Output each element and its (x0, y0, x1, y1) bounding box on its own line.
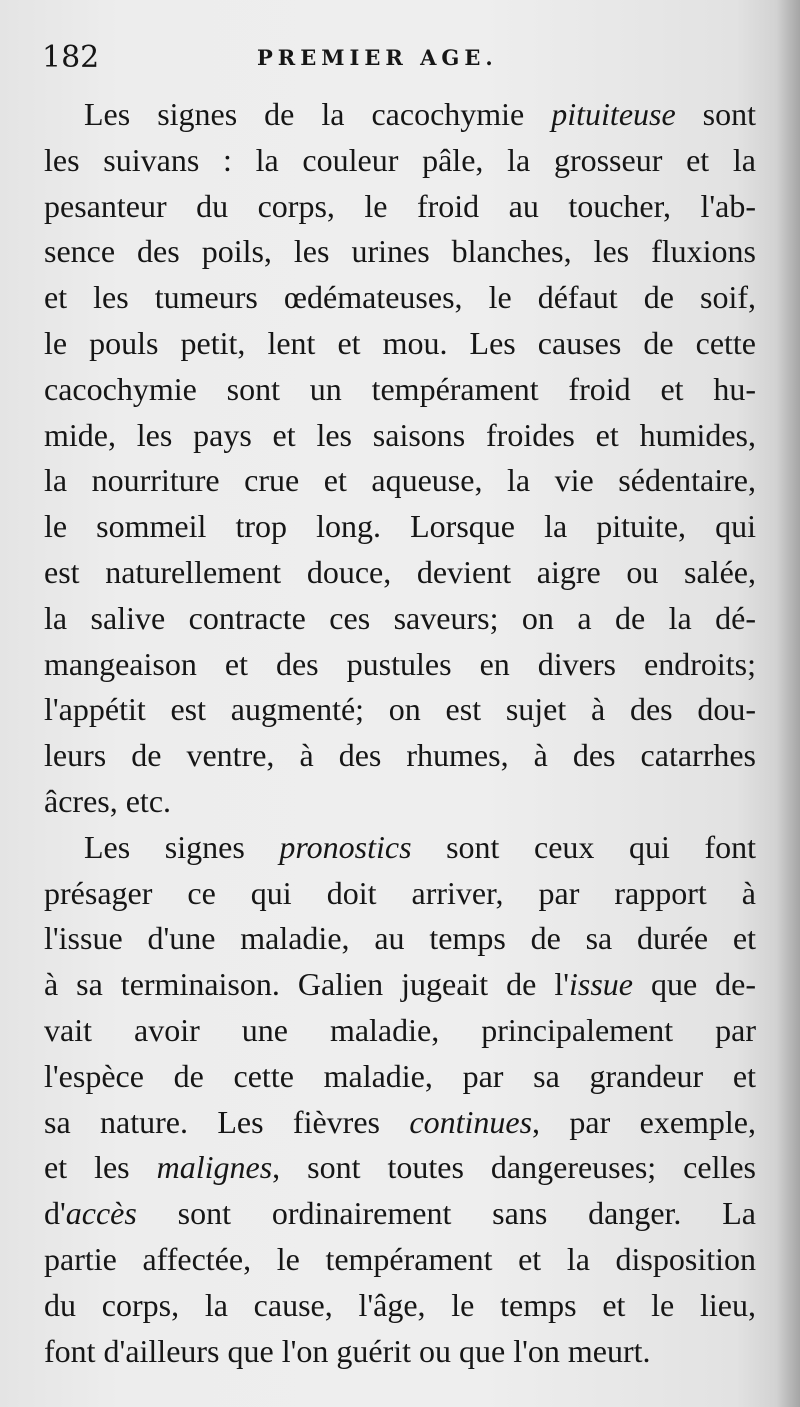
italic-term: continues (409, 1103, 533, 1140)
text-run: que de- (633, 966, 756, 1003)
page-edge-shadow (776, 0, 800, 1407)
italic-term: accès (65, 1195, 137, 1232)
text-run: âcres, etc. (44, 782, 172, 819)
text-line (44, 1191, 756, 1237)
text-line (44, 1329, 756, 1375)
text-run: d' (44, 1195, 66, 1232)
text-run: la salive contracte ces saveurs; on a de la dé- (44, 599, 756, 636)
italic-term: pronostics (279, 828, 412, 865)
paragraph-1 (44, 92, 756, 825)
text-line (44, 321, 756, 367)
text-line (44, 687, 756, 733)
text-line (44, 184, 756, 230)
running-title: PREMIER AGE. (257, 45, 498, 70)
text-run: le pouls petit, lent et mou. Les causes de cette (44, 324, 756, 361)
text-run: vait avoir une maladie, principalement par (44, 1011, 756, 1048)
text-run: à sa terminaison. Galien jugeait de l' (44, 966, 569, 1003)
text-line (44, 962, 756, 1008)
text-run: est naturellement douce, devient aigre ou salée, (44, 553, 756, 590)
text-line (44, 596, 756, 642)
text-run: sont ordinairement sans danger. La (136, 1195, 756, 1232)
text-line (44, 779, 756, 825)
text-line (44, 275, 756, 321)
text-line (44, 1145, 756, 1191)
text-run: sence des poils, les urines blanches, les fluxions (44, 233, 756, 270)
text-line (44, 825, 756, 871)
text-line (44, 229, 756, 275)
text-line (44, 458, 756, 504)
text-run: mangeaison et des pustules en divers endroits; (44, 645, 756, 682)
text-run: Les signes de la cacochymie (84, 96, 552, 132)
text-run: font d'ailleurs que l'on guérit ou que l'on meurt. (44, 1332, 651, 1369)
text-line (44, 871, 756, 917)
text-run: pesanteur du corps, le froid au toucher, l'ab- (44, 187, 756, 224)
text-run: présager ce qui doit arriver, par rapport à (44, 874, 756, 911)
text-line (44, 642, 756, 688)
text-run: cacochymie sont un tempérament froid et hu- (44, 370, 756, 407)
text-run: les suivans : la couleur pâle, la grosseur et la (44, 141, 756, 178)
text-run: le sommeil trop long. Lorsque la pituite, qui (44, 508, 756, 545)
text-line (44, 733, 756, 779)
text-line (44, 504, 756, 550)
text-run: , sont toutes dangereuses; celles (272, 1149, 756, 1186)
page-header (42, 38, 762, 78)
text-line (44, 1100, 756, 1146)
text-run: Les signes (84, 828, 280, 865)
page-number: 182 (42, 40, 100, 75)
text-line (44, 92, 756, 138)
text-line (44, 1237, 756, 1283)
text-run: sont ceux qui font (411, 828, 756, 865)
text-run: sa nature. Les fièvres (44, 1103, 410, 1140)
text-line (44, 413, 756, 459)
body-text (44, 92, 756, 1374)
text-run: leurs de ventre, à des rhumes, à des catarrhes (44, 737, 756, 774)
text-run: et les (44, 1149, 157, 1186)
text-run: sont (675, 96, 756, 132)
italic-term: pituiteuse (551, 96, 676, 132)
text-line (44, 916, 756, 962)
text-line (44, 1054, 756, 1100)
text-line (44, 550, 756, 596)
italic-term: issue (569, 966, 633, 1003)
text-run: l'appétit est augmenté; on est sujet à des dou- (44, 691, 756, 728)
text-line (44, 1008, 756, 1054)
text-run: l'issue d'une maladie, au temps de sa durée et (44, 920, 756, 957)
text-run: l'espèce de cette maladie, par sa grandeur et (44, 1057, 756, 1094)
text-run: mide, les pays et les saisons froides et humides, (44, 416, 756, 453)
text-line (44, 367, 756, 413)
text-run: et les tumeurs œdémateuses, le défaut de soif, (44, 279, 756, 316)
text-line (44, 1283, 756, 1329)
text-run: la nourriture crue et aqueuse, la vie sédentaire, (44, 462, 756, 499)
text-run: du corps, la cause, l'âge, le temps et le lieu, (44, 1286, 756, 1323)
text-run: , par exemple, (532, 1103, 756, 1140)
italic-term: malignes (156, 1149, 273, 1186)
text-run: partie affectée, le tempérament et la disposition (44, 1240, 756, 1277)
paragraph-2 (44, 825, 756, 1375)
text-line (44, 138, 756, 184)
